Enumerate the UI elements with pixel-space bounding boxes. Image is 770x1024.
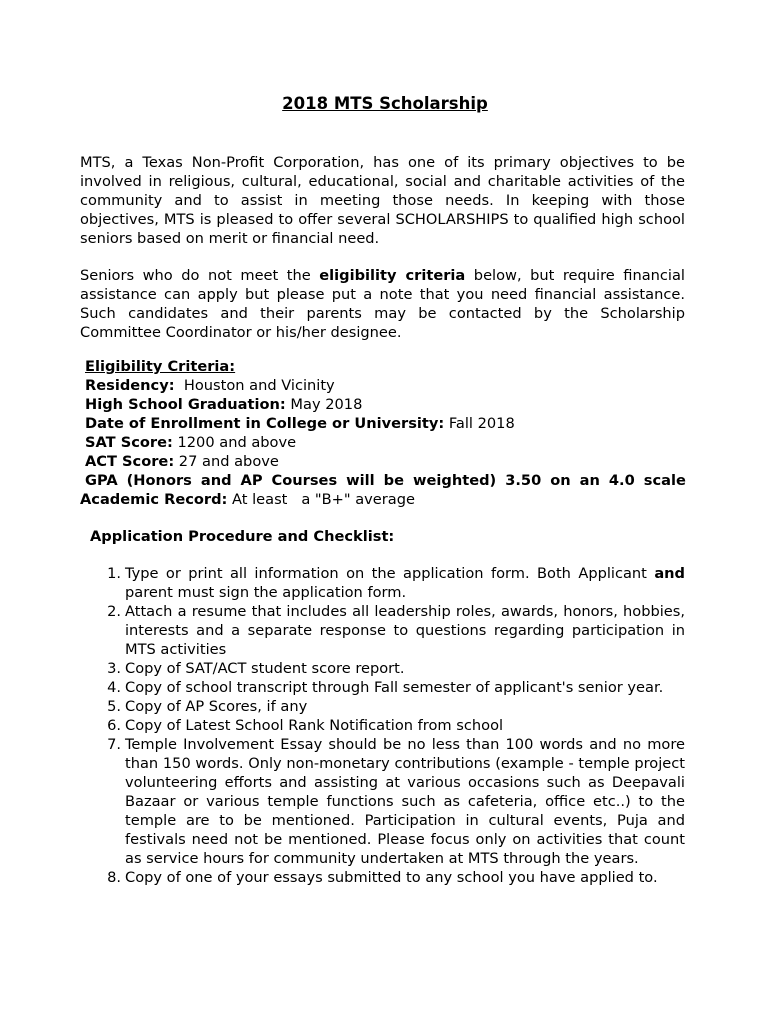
item-number: 2. xyxy=(107,603,121,620)
list-item xyxy=(107,659,685,678)
academic-label: Academic Record: xyxy=(80,491,228,508)
item-number: 6. xyxy=(107,717,121,734)
eligibility-criteria-section xyxy=(80,357,690,509)
gpa-word: GPA xyxy=(85,472,118,489)
list-item xyxy=(107,697,685,716)
checklist xyxy=(107,564,685,887)
gpa-line xyxy=(85,471,686,490)
list-item xyxy=(107,602,685,659)
gpa-word: 3.50 xyxy=(505,472,542,489)
enrollment-line xyxy=(85,414,690,433)
item-text: Type or print all information on the application form. Both Applicant xyxy=(125,565,655,582)
academic-line xyxy=(80,490,690,509)
act-value: 27 and above xyxy=(174,453,279,470)
residency-line xyxy=(85,376,690,395)
gpa-word: be xyxy=(383,472,404,489)
item-text: Attach a resume that includes all leadership roles, awards, honors, hobbies, interests and a separate response to questions regarding participation in MTS activities xyxy=(125,603,685,658)
gpa-word: weighted) xyxy=(413,472,497,489)
intro-paragraph-2-rest: below, but require financial assistance can apply but please put a note that you need financial assistance. Such candidates and their parents may be contacted by the Scholarship Committee Coordinator or his/her designee. xyxy=(80,267,685,341)
intro-paragraph-2-text: Seniors who do not meet the xyxy=(80,267,320,284)
eligibility-criteria-emphasis: eligibility criteria xyxy=(319,267,466,284)
item-text: Copy of AP Scores, if any xyxy=(125,698,308,715)
page-title: 2018 MTS Scholarship xyxy=(282,94,488,113)
gpa-word: an xyxy=(579,472,600,489)
item-number: 4. xyxy=(107,679,121,696)
item-text-rest: parent must sign the application form. xyxy=(125,584,407,601)
academic-value: At least a "B+" average xyxy=(227,491,415,508)
procedure-heading: Application Procedure and Checklist: xyxy=(90,528,395,545)
item-text: Copy of Latest School Rank Notification from school xyxy=(125,717,504,734)
act-label: ACT Score: xyxy=(85,453,175,470)
enrollment-label: Date of Enrollment in College or University: xyxy=(85,415,445,432)
residency-label: Residency: xyxy=(85,377,175,394)
gpa-word: scale xyxy=(643,472,686,489)
item-emphasis: and xyxy=(654,565,685,582)
sat-label: SAT Score: xyxy=(85,434,173,451)
item-text: Copy of one of your essays submitted to any school you have applied to. xyxy=(125,869,658,886)
eligibility-heading: Eligibility Criteria: xyxy=(85,358,236,375)
sat-line xyxy=(85,433,690,452)
act-line xyxy=(85,452,690,471)
gpa-word: (Honors xyxy=(126,472,192,489)
graduation-line xyxy=(85,395,690,414)
gpa-word: on xyxy=(550,472,571,489)
list-item xyxy=(107,868,685,887)
intro-paragraph-1: MTS, a Texas Non-Profit Corporation, has one of its primary objectives to be involved in religious, cultural, educational, social and charitable activities of the community and to assist in meeting those needs. In keeping with those objectives, MTS is pleased to offer several SCHOLARSHIPS to qualified high school seniors based on merit or financial need. xyxy=(80,154,685,247)
graduation-value: May 2018 xyxy=(285,396,363,413)
item-text: Temple Involvement Essay should be no less than 100 words and no more than 150 words. Only non-monetary contributions (example - temple project volunteering efforts and assisting at various occasions such as Deepavali Bazaar or various temple functions such as cafeteria, office etc..) to the temple are to be mentioned. Participation in cultural events, Puja and festivals need not be mentioned. Please focus only on activities that count as service hours for community undertaken at MTS through the years. xyxy=(125,736,685,867)
list-item xyxy=(107,678,685,697)
item-number: 1. xyxy=(107,565,121,582)
item-number: 5. xyxy=(107,698,121,715)
gpa-word: Courses xyxy=(271,472,338,489)
list-item xyxy=(107,735,685,868)
item-text: Copy of school transcript through Fall semester of applicant's senior year. xyxy=(125,679,664,696)
item-number: 7. xyxy=(107,736,121,753)
list-item xyxy=(107,564,685,602)
enrollment-value: Fall 2018 xyxy=(444,415,515,432)
gpa-word: 4.0 xyxy=(608,472,635,489)
item-number: 8. xyxy=(107,869,121,886)
sat-value: 1200 and above xyxy=(172,434,297,451)
item-number: 3. xyxy=(107,660,121,677)
intro-paragraph-2 xyxy=(80,266,685,342)
residency-value: Houston and Vicinity xyxy=(174,377,335,394)
gpa-word: will xyxy=(346,472,375,489)
gpa-word: and xyxy=(200,472,232,489)
list-item xyxy=(107,716,685,735)
item-text: Copy of SAT/ACT student score report. xyxy=(125,660,405,677)
graduation-label: High School Graduation: xyxy=(85,396,286,413)
gpa-word: AP xyxy=(240,472,263,489)
